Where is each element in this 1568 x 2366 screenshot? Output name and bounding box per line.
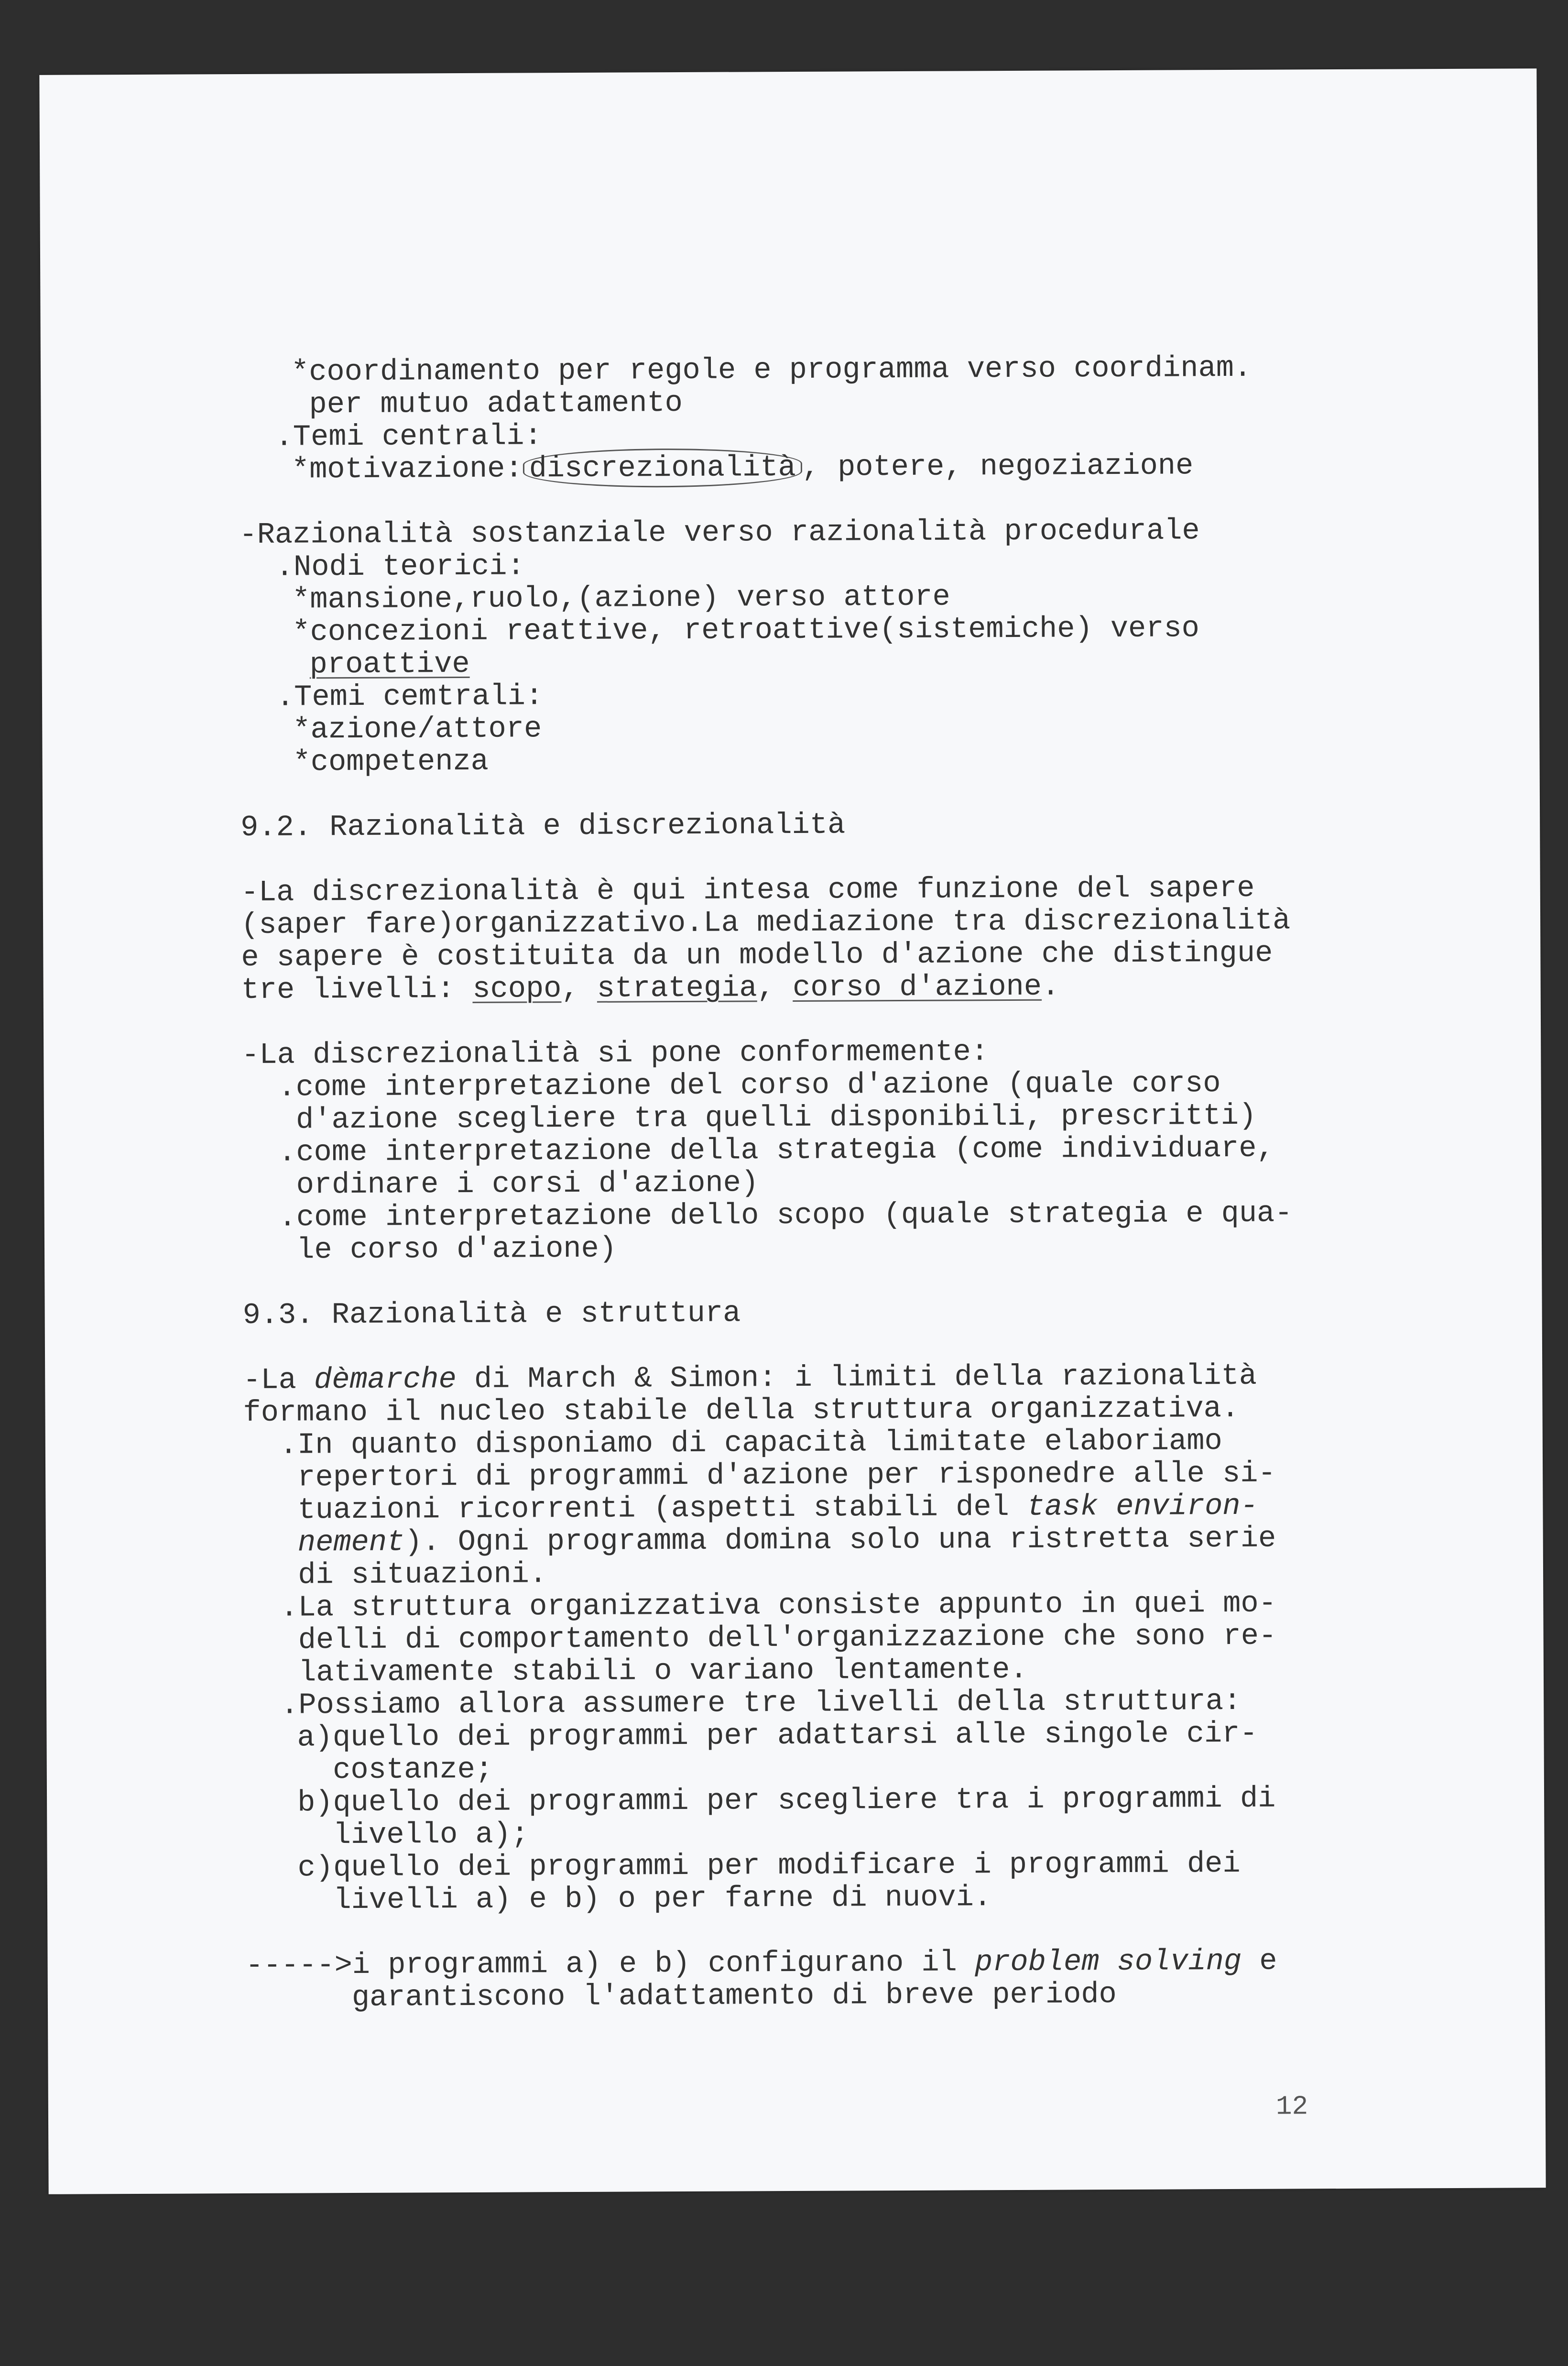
circled-term: discrezionalità [523,448,802,488]
text-span: , potere, negoziazione [802,449,1194,484]
text-line: c)quello dei programmi per modificare i programmi dei [297,1846,1241,1885]
text-span: e [1241,1944,1277,1978]
text-line [280,1523,1276,1559]
text-line [280,1490,1258,1527]
text-line: lativamente stabili o variano lentamente. [280,1652,1028,1690]
text-line: a)quello dei programmi per adattarsi alle singole cir- [297,1716,1258,1755]
text-line: *concezioni reattive, retroattive(sistemiche) verso [292,611,1200,649]
text-line: *mansione,ruolo,(azione) verso attore [292,580,950,617]
text-line: .come interpretazione della strategia (come individuare, [278,1131,1274,1170]
italic-term: nement [297,1525,405,1560]
underlined-term: scopo [472,972,562,1006]
text-line [243,1360,1257,1397]
text-line: .Temi cemtrali: [276,679,544,714]
text-span: -La [243,1363,315,1398]
text-span: di March & Simon: i limiti della razionalità [456,1358,1257,1397]
text-line: livelli a) e b) o per farne di nuovi. [297,1880,992,1917]
underlined-term: proattive [309,646,470,682]
text-span: tuazioni ricorrenti (aspetti stabili del [280,1490,1027,1527]
text-line: e sapere è costituita da un modello d'azione che distingue [241,936,1273,975]
text-span: *motivazione: [291,451,523,487]
text-line: .Possiamo allora assumere tre livelli della struttura: [281,1684,1241,1722]
italic-term: problem solving [974,1944,1242,1980]
text-line: garantiscono l'adattamento di breve periodo [351,1977,1117,2015]
text-line: livello a); [297,1817,529,1852]
text-line: *coordinamento per regole e programma verso coordinam. [291,351,1252,389]
text-line [292,449,1194,486]
text-line: di situazioni. [280,1557,547,1592]
text-span [280,1526,298,1560]
text-line: (saper fare)organizzativo.La mediazione tra discrezionalità [240,903,1291,942]
text-line: formano il nucleo stabile della struttura organizzativa. [243,1391,1240,1430]
text-span: ). Ogni programma domina solo una ristretta serie [404,1521,1276,1559]
text-line: -La discrezionalità è qui intesa come funzione del sapere [240,871,1255,910]
text-span: , [561,971,597,1006]
text-line [241,971,1060,1007]
section-heading: 9.3. Razionalità e struttura [242,1296,741,1333]
text-span: ----->i programmi a) e b) configurano il [245,1945,975,1983]
text-line: per mutuo adattamento [291,385,683,422]
italic-term: dèmarche [314,1362,457,1397]
text-line: ordinare i corsi d'azione) [278,1166,759,1202]
document-page [39,68,1546,2194]
text-line: repertori di programmi d'azione per risponedre alle si- [279,1456,1276,1495]
text-line: -Razionalità sostanziale verso razionalità procedurale [239,514,1200,552]
text-line: .Temi centrali: [275,419,542,454]
text-line: .La struttura organizzativa consiste appunto in quei mo- [280,1586,1277,1625]
text-line [245,1945,1277,1982]
text-line: d'azione scegliere tra quelli disponibili, prescritti) [278,1098,1257,1137]
text-span: tre livelli: [241,972,473,1008]
text-line: *azione/attore [293,712,542,747]
text-line: costanze; [297,1752,493,1787]
text-line: .In quanto disponiamo di capacità limitate elaboriamo [279,1424,1222,1462]
underlined-term: corso d'azione [792,969,1042,1005]
page-number: 12 [1275,2091,1308,2122]
text-line: .come interpretazione dello scopo (quale strategia e qua- [278,1196,1293,1235]
italic-term: task environ- [1026,1489,1258,1524]
document-body [39,75,1293,2015]
text-line: b)quello dei programmi per scegliere tra i programmi di [297,1781,1276,1820]
text-line: .Nodi teorici: [275,549,525,584]
text-span: . [1041,969,1060,1004]
text-line: -La discrezionalità si pone conformemente: [241,1035,989,1073]
text-line: .come interpretazione del corso d'azione (quale corso [278,1066,1221,1105]
text-line: *competenza [293,744,489,779]
text-line: le corso d'azione) [278,1231,617,1267]
text-span: , [757,970,793,1005]
text-line: delli di comportamento dell'organizzazione che sono re- [280,1619,1277,1657]
underlined-term: strategia [597,971,757,1006]
section-heading: 9.2. Razionalità e discrezionalità [240,808,846,845]
